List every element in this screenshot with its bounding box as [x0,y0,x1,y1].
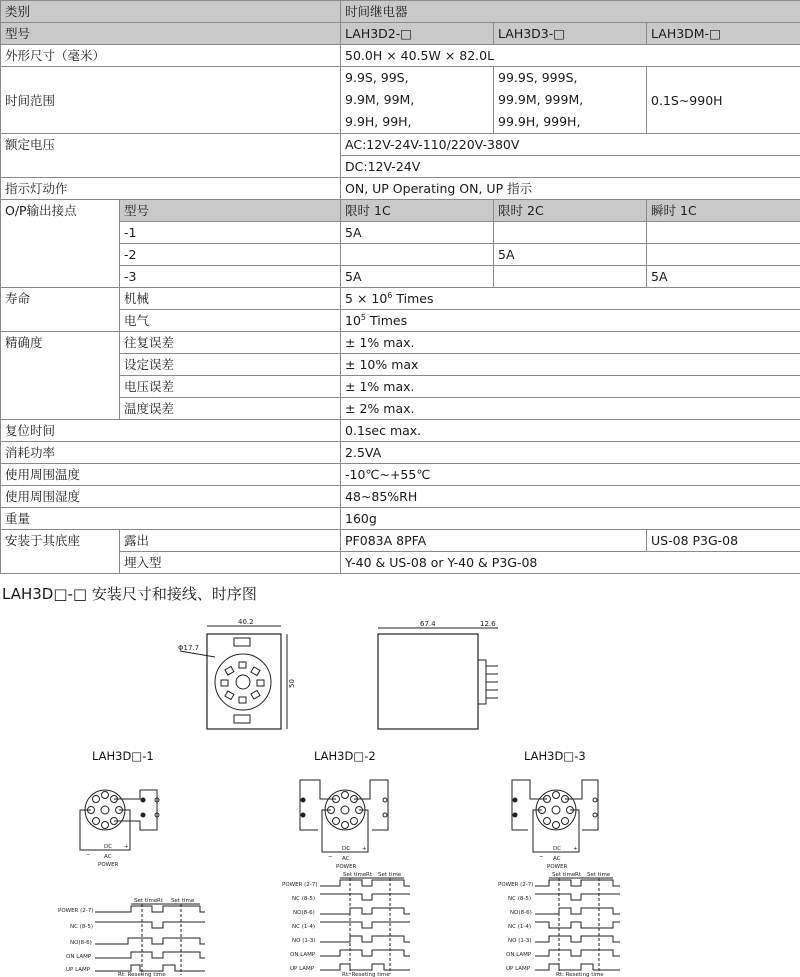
output-sub-label: 型号 [120,200,341,222]
dc-label: DC [553,846,562,852]
set-time-label: Set time [134,898,158,904]
accuracy-item-value: ± 1% max. [341,376,800,398]
front-width-label: 40.2 [238,618,254,626]
life-electrical-value [341,310,800,332]
accuracy-item-value: ± 2% max. [341,398,800,420]
mounting-exposed-v1: PF083A 8PFA [341,530,647,552]
mounting-label: 安装于其底座 [1,530,120,574]
ac-label: AC [553,856,561,862]
time-range-col1-line: 9.9M, 99M, [345,92,415,107]
dimensions-value: 50.0H × 40.5W × 82.0L [341,45,800,67]
life-electrical-exp: 5 [360,312,367,322]
timing-row-label: NC (1-4) [508,924,531,930]
timing-row-label: NC (8-5) [70,924,93,930]
ambient-temp-row [1,464,800,486]
timing-row-label: POWER (2-7) [282,882,318,888]
time-range-label: 时间范围 [1,67,341,134]
timing-row-label: NO(8-6) [70,940,92,946]
output-cell [341,244,494,266]
wiring-center [552,806,560,814]
life-electrical-label: 电气 [120,310,341,332]
timing-row-label: UP LAMP [506,966,531,972]
indicator-value: ON, UP Operating ON, UP 指示 [341,178,800,200]
rated-voltage-ac: AC:12V-24V-110/220V-380V [341,134,800,156]
reset-note: Rt: Reseting time [118,972,166,977]
dc-label: DC [342,846,351,852]
set-time-label: Set time [378,872,402,878]
wiring-title: LAH3D□-3 [524,749,586,763]
timing-chart-2 [282,872,410,977]
dimensions-label: 外形尺寸（毫米） [1,45,341,67]
ac-label: AC [342,856,350,862]
model-lah3d2: LAH3D2-□ [341,23,494,45]
timing-wave [95,952,205,958]
ambient-humidity-value: 48~85%RH [341,486,800,508]
wiring-contact-line [565,780,598,830]
ambient-humidity-row [1,486,800,508]
timing-chart-1 [58,898,205,977]
mounting-exposed-label: 露出 [120,530,341,552]
time-range-row [1,67,800,134]
timing-row-label: POWER (2-7) [498,882,534,888]
ambient-temp-value: -10℃~+55℃ [341,464,800,486]
category-row [1,1,800,23]
timing-row-label: NC (8-5) [508,896,531,902]
timing-wave [535,908,620,914]
accuracy-row [1,398,800,420]
timing-wave [95,938,205,944]
timing-wave [535,964,620,970]
life-label: 寿命 [1,288,120,332]
rt-label: Rt [157,898,163,904]
reset-note: Rt: Reseting time [556,972,604,977]
timing-row-label: NO (1-3) [292,938,316,944]
timing-wave [320,964,410,970]
timing-row-label: NO(8-6) [293,910,315,916]
time-range-col2 [494,67,647,134]
time-range-col1-line: 9.9H, 99H, [345,114,412,129]
time-range-col2-line: 99.9S, 999S, [498,70,578,85]
output-header-row [1,200,800,222]
set-time-label: Set time [171,898,195,904]
power-label: POWER [98,862,119,868]
mounting-exposed-v2: US-08 P3G-08 [647,530,800,552]
wiring-pins [539,792,574,829]
model-row [1,23,800,45]
accuracy-row [1,354,800,376]
indicator-label: 指示灯动作 [1,178,341,200]
life-electrical-base: 10 [345,313,361,328]
timing-row-label: ON LAMP [506,952,532,958]
front-height-label: 50 [288,679,296,688]
time-range-col1-line: 9.9S, 99S, [345,70,409,85]
time-range-col1 [341,67,494,134]
side-view [378,620,498,729]
ambient-humidity-label: 使用周围湿度 [1,486,341,508]
mounting-exposed-row [1,530,800,552]
output-cell: 5A [647,266,800,288]
svg-text:+: + [124,844,129,850]
time-range-col2-line: 99.9H, 999H, [498,114,581,129]
timing-row-label: NO(8-6) [510,910,532,916]
front-tab-top [234,638,250,646]
output-row-name: -3 [120,266,341,288]
life-mechanical-row [1,288,800,310]
life-mechanical-label: 机械 [120,288,341,310]
timing-wave [320,894,410,900]
model-lah3dm: LAH3DM-□ [647,23,800,45]
output-row-name: -2 [120,244,341,266]
front-view [178,618,296,729]
output-cell: 5A [341,266,494,288]
wiring-title: LAH3D□-1 [92,749,154,763]
side-pins [486,666,498,698]
timing-wave [535,880,620,886]
output-header-instant: 瞬时 1C [647,200,800,222]
output-cell [647,222,800,244]
drawings [0,600,800,977]
dimensions-row [1,45,800,67]
accuracy-row [1,332,800,354]
accuracy-item-label: 电压误差 [120,376,341,398]
svg-text:−: − [539,854,544,860]
timing-wave [320,922,410,928]
timing-wave [320,950,410,956]
timing-wave [95,922,205,928]
front-pins [221,662,264,703]
wiring-center [101,806,109,814]
timing-row-label: UP LAMP [290,966,315,972]
section-title: LAH3D□-□ 安装尺寸和接线、时序图 [2,585,257,603]
mounting-embedded-row [1,552,800,574]
front-center-hole [236,675,250,689]
timing-wave [535,922,620,928]
ac-label: AC [104,854,112,860]
rated-voltage-ac-row [1,134,800,156]
rated-voltage-dc: DC:12V-24V [341,156,800,178]
set-time-label: Set time [552,872,576,878]
power-consumption-value: 2.5VA [341,442,800,464]
output-cell [647,244,800,266]
front-tab-bottom [234,715,250,723]
set-time-label: Set time [343,872,367,878]
svg-text:+: + [573,846,578,852]
life-electrical-row [1,310,800,332]
rated-voltage-label: 额定电压 [1,134,341,178]
time-range-col2-line: 99.9M, 999M, [498,92,584,107]
weight-row [1,508,800,530]
side-outline [378,634,478,729]
output-label: O/P输出接点 [1,200,120,288]
wiring-diagram-2 [300,749,388,870]
set-time-label: Set time [587,872,611,878]
life-electrical-unit: Times [366,313,408,328]
side-pin-label: 12.6 [480,620,496,628]
mounting-embedded-label: 埋入型 [120,552,341,574]
reset-time-value: 0.1sec max. [341,420,800,442]
svg-text:+: + [362,846,367,852]
output-row [1,222,800,244]
wiring-contact-line [354,780,388,830]
wiring-pins [328,792,363,829]
reset-time-row [1,420,800,442]
life-mechanical-unit: Times [392,291,434,306]
time-range-col3: 0.1S~990H [647,67,800,134]
timing-wave [95,965,205,971]
timing-row-label: ON LAMP [66,954,92,960]
reset-note: Rt: Reseting time [342,972,390,977]
timing-chart-3 [498,872,620,977]
output-header-1c: 限时 1C [341,200,494,222]
wiring-contact-line [300,780,336,830]
timing-row-label: NC (8-5) [292,896,315,902]
wiring-center [341,806,349,814]
diameter-label: Φ17.7 [178,644,200,652]
timing-wave [320,908,410,914]
power-consumption-row [1,442,800,464]
svg-text:−: − [86,852,91,858]
weight-value: 160g [341,508,800,530]
output-header-2c: 限时 2C [494,200,647,222]
side-length-label: 67.4 [420,620,436,628]
output-cell: 5A [341,222,494,244]
accuracy-item-value: ± 10% max [341,354,800,376]
timing-wave [535,950,620,956]
output-row [1,266,800,288]
output-cell [494,222,647,244]
accuracy-item-label: 温度误差 [120,398,341,420]
rt-label: Rt [575,872,581,878]
timing-row-label: NO (1-3) [508,938,532,944]
power-label: POWER [547,864,568,870]
life-mechanical-value [341,288,800,310]
svg-text:−: − [328,854,333,860]
output-cell [494,266,647,288]
timing-row-label: NC (1-4) [292,924,315,930]
power-consumption-label: 消耗功率 [1,442,341,464]
life-mechanical-exp: 6 [387,290,393,300]
reset-time-label: 复位时间 [1,420,341,442]
output-row-name: -1 [120,222,341,244]
model-label: 型号 [1,23,341,45]
wiring-contact-line [512,780,547,830]
accuracy-item-value: ± 1% max. [341,332,800,354]
ambient-temp-label: 使用周围温度 [1,464,341,486]
output-cell: 5A [494,244,647,266]
model-lah3d3: LAH3D3-□ [494,23,647,45]
mounting-embedded-value: Y-40 & US-08 or Y-40 & P3G-08 [341,552,800,574]
accuracy-row [1,376,800,398]
accuracy-item-label: 设定误差 [120,354,341,376]
power-label: POWER [336,864,357,870]
category-value: 时间继电器 [341,1,800,23]
life-mechanical-base: 5 × 10 [345,291,388,306]
timing-wave [535,894,620,900]
wiring-diagram-3 [512,749,598,870]
timing-row-label: POWER (2-7) [58,908,94,914]
category-label: 类别 [1,1,341,23]
accuracy-item-label: 往复误差 [120,332,341,354]
timing-wave [95,906,205,912]
timing-wave [320,936,410,942]
timing-row-label: ON LAMP [290,952,316,958]
wiring-diagram-1 [80,749,159,868]
wiring-title: LAH3D□-2 [314,749,376,763]
timing-wave [535,936,620,942]
rt-label: Rt [366,872,372,878]
weight-label: 重量 [1,508,341,530]
wiring-pins [88,792,123,829]
accuracy-label: 精确度 [1,332,120,420]
output-row [1,244,800,266]
indicator-row [1,178,800,200]
dc-label: DC [104,844,113,850]
timing-wave [320,880,410,886]
timing-row-label: UP LAMP [66,967,91,973]
side-base [478,660,486,704]
